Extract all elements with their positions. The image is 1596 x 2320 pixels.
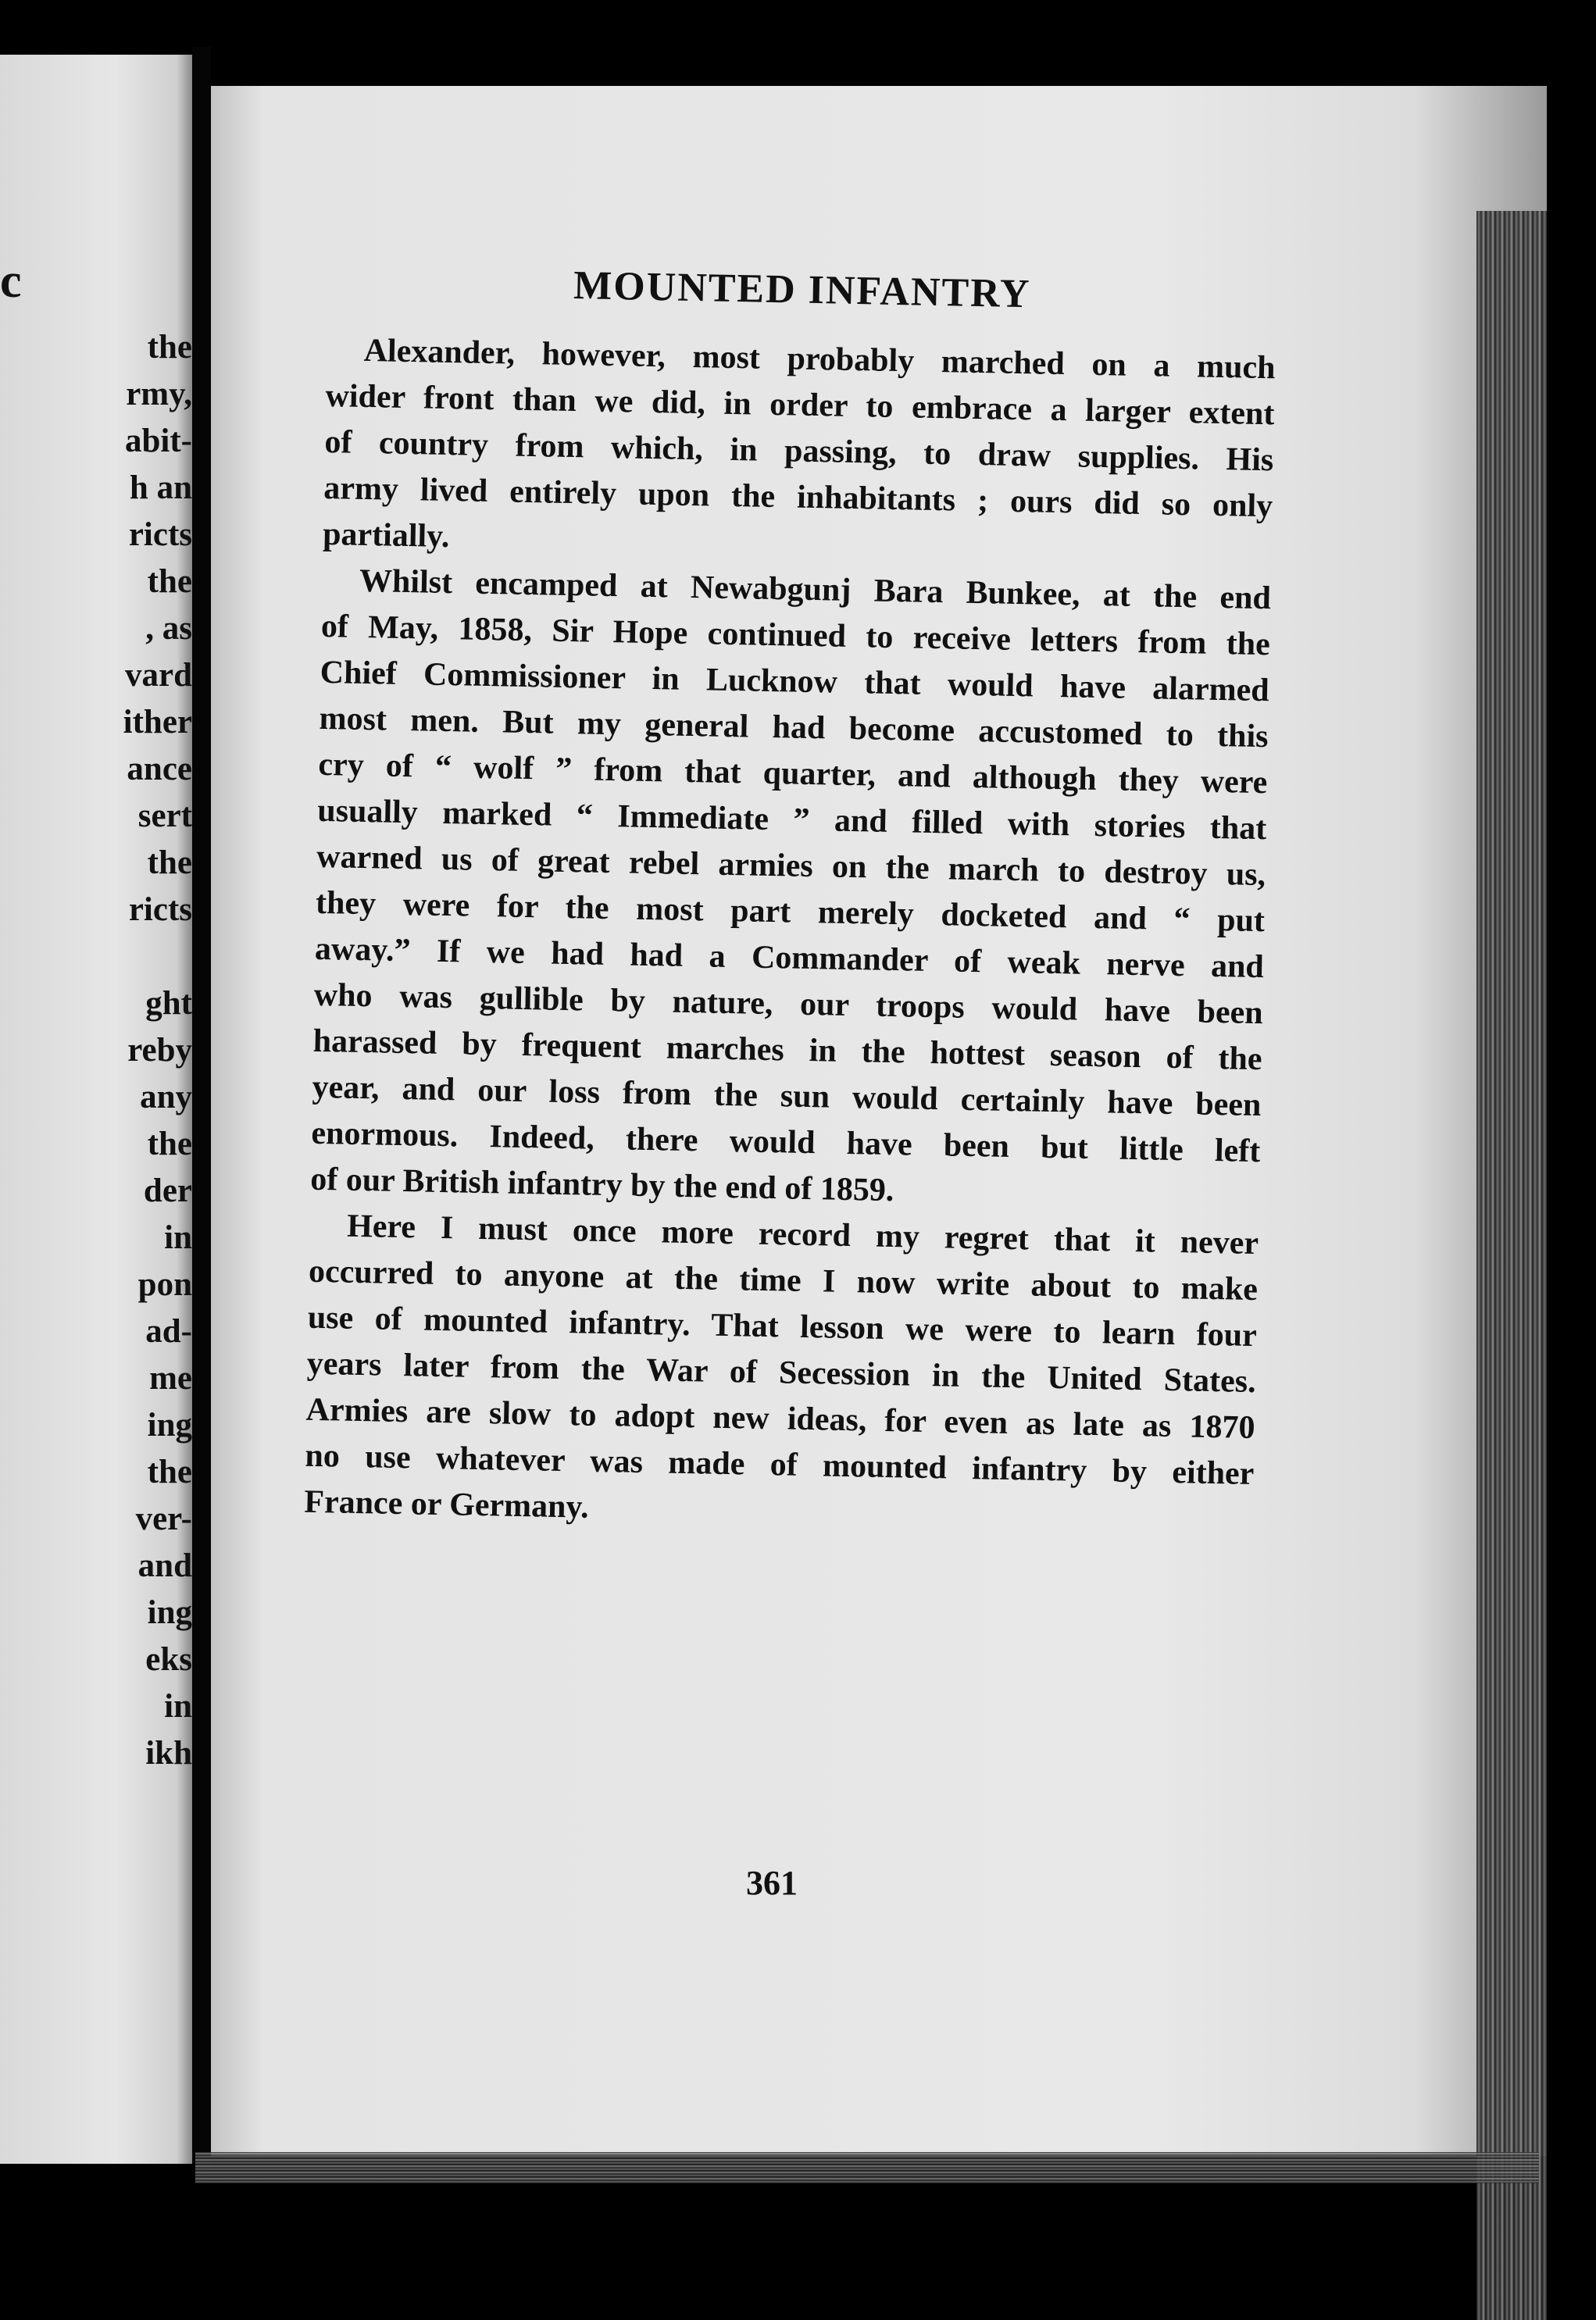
text-line: away.” If we had had a Commander of weak nerve and [314,930,1265,986]
text-line: use of mounted infantry. That lesson we were to learn four [307,1299,1258,1355]
left-page-line [67,1636,192,1683]
text-line: Armies are slow to adopt new ideas, for even as late as 1870 [305,1391,1255,1447]
page-edges [1476,211,1547,2320]
left-page-line-text: ad- [145,1313,192,1350]
left-page-gap [67,933,192,980]
text-line: year, and our loss from the sun would certainly have been [312,1069,1262,1124]
left-page-line-text: the [147,844,192,881]
left-page-line [67,1496,192,1543]
text-line: occurred to anyone at the time I now write about to make [308,1253,1259,1308]
paragraph [310,558,1272,1221]
left-page-line-text: ricts [128,516,192,553]
left-page-line [67,652,192,699]
text-line: harassed by frequent marches in the hottest season of the [312,1023,1262,1078]
left-page-line [67,1215,192,1262]
left-page-line [67,793,192,840]
left-page-line-text: any [140,1079,192,1115]
left-page-line [67,605,192,652]
text-line: partially. [322,516,450,555]
text-line: Alexander, however, most probably marched on a much [363,332,1276,387]
left-page-line-text: in [164,1219,192,1256]
left-page-line [67,1121,192,1168]
left-page-line [67,1543,192,1590]
left-page-line [67,1308,192,1355]
left-page-line [67,418,192,465]
left-page-line-text: ght [145,985,192,1022]
text-line: years later from the War of Secession in the United States. [306,1345,1257,1401]
left-page-line [67,371,192,418]
left-page-line-text: me [149,1360,192,1397]
left-page-line-text: , as [145,610,192,647]
left-page-line [67,980,192,1027]
left-page-line-text: rmy, [126,376,192,412]
left-page-line-text: ver- [135,1501,192,1537]
text-line: wider front than we did, in order to embrace a larger extent [325,377,1275,433]
left-page-line-text: vard [125,657,192,694]
text-line: enormous. Indeed, there would have been but little left [311,1115,1261,1170]
left-page-line [67,1262,192,1308]
left-page-line [67,559,192,605]
text-line: of our British infantry by the end of 1859. [309,1161,894,1209]
left-page-line [67,1730,192,1777]
text-line: usually marked “ Immediate ” and filled with stories that [316,792,1267,848]
text-line: no use whatever was made of mounted infantry by either [305,1437,1255,1493]
text-line: Here I must once more record my regret that it never [346,1208,1259,1262]
left-page-line [67,699,192,746]
text-line: warned us of great rebel armies on the march to destroy us, [316,838,1266,894]
left-page-line [67,1355,192,1402]
left-page-line [67,465,192,512]
left-page-text [67,324,192,1777]
text-line: Chief Commissioner in Lucknow that would have alarmed [320,654,1270,709]
left-page-line-text: the [147,563,192,600]
left-page-line-text: the [147,329,192,366]
left-page-line-text: reby [127,1032,192,1069]
left-page-line-text: ricts [128,891,192,928]
left-page-line-text: ing [147,1594,192,1631]
text-line: they were for the most part merely docketed and “ put [315,884,1266,940]
left-page-line-text: and [137,1547,192,1584]
left-page-line-text: ither [123,704,192,741]
text-line: most men. But my general had become accustomed to this [319,700,1269,755]
book-gutter [192,47,211,2172]
left-page-line [67,840,192,887]
left-page-line [67,887,192,933]
text-line: of country from which, in passing, to draw supplies. His [324,423,1274,479]
left-page-line [67,1168,192,1215]
left-page-line [67,1402,192,1449]
paragraph [304,1203,1259,1544]
left-page-line-text: der [143,1172,192,1209]
text-line: cry of “ wolf ” from that quarter, and although they were [318,746,1268,801]
page-number: 361 [746,1864,798,1902]
left-page-line-text: h an [129,469,192,506]
left-page-line-text: pon [137,1266,192,1303]
bottom-page-edges [195,2152,1539,2183]
body-text [304,327,1276,1544]
left-page-line-text: in [164,1688,192,1725]
text-line: Whilst encamped at Newabgunj Bara Bunkee, at the end [359,562,1272,617]
left-page-line-text: sert [137,798,192,834]
text-line: of May, 1858, Sir Hope continued to receive letters from the [320,608,1271,663]
page-text-block [304,258,1277,1544]
left-page-line [67,512,192,559]
left-page-line [67,746,192,793]
text-line: France or Germany. [303,1483,590,1526]
left-page-line-text: ing [147,1407,192,1444]
left-page-line-text: ance [127,751,192,787]
left-page-line-text: the [147,1454,192,1490]
left-page-line [67,1074,192,1121]
text-line: who was gullible by nature, our troops would have been [313,976,1264,1032]
left-page-line-text: ikh [145,1735,192,1772]
left-page-line-text: eks [145,1641,192,1678]
left-page-line [67,1027,192,1074]
left-page-line [67,1449,192,1496]
left-page-line [67,324,192,371]
paragraph [323,327,1276,576]
left-page-line-text: abit- [125,423,192,459]
left-page-line [67,1683,192,1730]
running-head: MOUNTED INFANTRY [573,263,1031,317]
left-page-mark: c [0,255,22,308]
left-page-fragment [0,55,192,2164]
text-line: army lived entirely upon the inhabitants ; ours did so only [323,469,1273,525]
left-page-line-text: the [147,1126,192,1162]
left-page-line [67,1590,192,1636]
